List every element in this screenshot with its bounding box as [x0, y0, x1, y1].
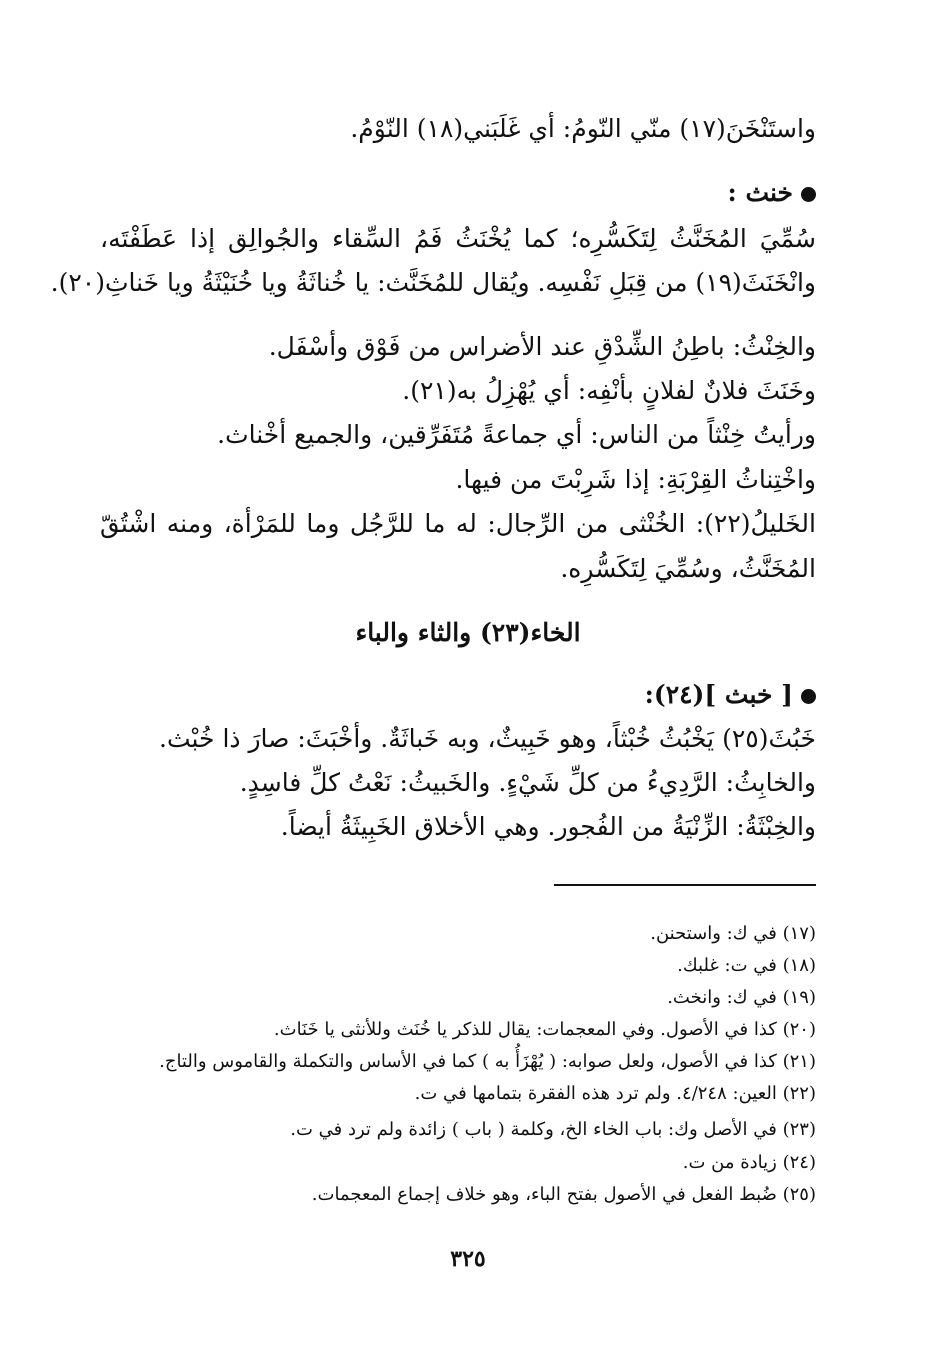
footnote-19: (١٩) في ك: وانخث.	[667, 987, 816, 1008]
section-title: الخاء(٢٣) والثاء والباء	[355, 618, 581, 647]
page-number: ٣٢٥	[450, 1246, 486, 1272]
entry-khbth-line-2: والخابِثُ: الرَّدِيءُ من كلِّ شَيْءٍ. والخَبيثُ: نَعْتُ كلِّ فاسِدٍ.	[239, 768, 816, 797]
entry-khnth-line-2: وانْخَنَثَ(١٩) من قِبَلِ نَفْسِه. ويُقال للمُخَنَّث: يا خُناثَةُ ويا خُنَيْثَةُ ويا خَناثِ(٢٠).	[50, 268, 816, 297]
entry-khnth-line-5: ورأيتُ خِنْثاً من الناس: أي جماعةً مُتَفَرِّقين، والجميع أخْناث.	[217, 420, 816, 449]
footnote-20: (٢٠) كذا في الأصول. وفي المعجمات: يقال للذكر يا خُنَث وللأنثى يا خَنَاث.	[273, 1019, 816, 1040]
entry-heading-khnth	[100, 176, 816, 210]
entry-heading-khbth	[100, 678, 816, 712]
entry-headword: خنث :	[727, 178, 793, 207]
entry-khnth-line-6: واخْتِناثُ القِرْبَةِ: إذا شَرِبْتَ من فيها.	[455, 465, 816, 494]
entry-khnth-line-8: المُخَنَّثُ، وسُمِّيَ لِتَكَسُّرِه.	[560, 554, 816, 583]
entry-khnth-line-7: الخَليلُ(٢٢): الخُنْثى من الرِّجال: له ما للرَّجُل وما للمَرْأة، ومنه اشْتُقّ	[100, 509, 816, 538]
bullet-icon	[801, 187, 816, 202]
bullet-icon	[801, 689, 816, 704]
footnote-22: (٢٢) العين: ٤/٢٤٨. ولم ترد هذه الفقرة بتمامها في ت.	[414, 1083, 816, 1104]
footnote-17: (١٧) في ك: واستحنن.	[650, 923, 816, 944]
entry-khnth-line-1: سُمِّيَ المُخَنَّثُ لِتَكَسُّرِه؛ كما يُخْنَثُ فَمُ السِّقاء والجُوالِق إذا عَطَفْتَه،	[100, 224, 816, 253]
body-line-1: واستَنْخَنَ(١٧) منّي النّومُ: أي غَلَبَني(١٨) النّوْمُ.	[350, 114, 816, 143]
footnote-25: (٢٥) ضُبط الفعل في الأصول بفتح الباء، وهو خلاف إجماع المعجمات.	[311, 1184, 816, 1205]
entry-headword: [ خبث ](٢٤):	[644, 680, 793, 709]
footnote-24: (٢٤) زيادة من ت.	[682, 1152, 816, 1173]
footnote-23: (٢٣) في الأصل وك: باب الخاء الخ، وكلمة ( باب ) زائدة ولم ترد في ت.	[290, 1119, 816, 1140]
footnote-separator	[554, 884, 816, 886]
footnote-21: (٢١) كذا في الأصول، ولعل صوابه: ( يُهْزَأُ به ) كما في الأساس والتكملة والقاموس والتاج.	[159, 1051, 816, 1072]
entry-khnth-line-4: وخَنَثَ فلانٌ لفلانٍ بأنْفِه: أي يُهْزِلُ به(٢١).	[402, 376, 816, 405]
entry-khbth-line-1: خَبُثَ(٢٥) يَخْبُثُ خُبْثاً، وهو خَبِيثٌ، وبه خَباثَةٌ. وأخْبَثَ: صارَ ذا خُبْث.	[159, 724, 816, 753]
entry-khbth-line-3: والخِبْثَةُ: الزِّنْيَةُ من الفُجور. وهي الأخلاق الخَبِيثَةُ أيضاً.	[280, 812, 816, 841]
entry-khnth-line-3: والخِنْثُ: باطِنُ الشِّدْقِ عند الأضراس من فَوْق وأسْفَل.	[268, 332, 816, 361]
footnote-18: (١٨) في ت: غلبك.	[677, 955, 816, 976]
